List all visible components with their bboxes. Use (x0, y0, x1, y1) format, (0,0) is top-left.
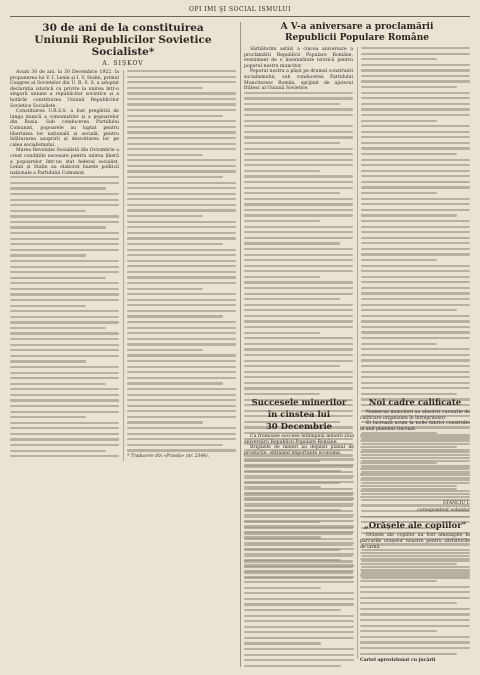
article-children-footer: Cartel aprovizionat cu jucării (360, 658, 436, 664)
article-rpr-paragraph: Poporul nostru a pășit pe drumul construirii socialismului, sub conducerea Partidului Muncitoresc Român, sprijinit de ajutorul frățesc al Uniunii Sovietice. (244, 69, 353, 92)
article-miners-paragraph: Cu frumoase succese întâmpină minerii ziua aniversării Republicii Populare Române. (244, 434, 354, 445)
article-children-paragraph: Orășele ale copiilor au fost amenajate în parcurile orașelor noastre pentru sărbătorile de iarnă. (360, 533, 470, 550)
article-miners (244, 394, 354, 669)
lower-articles (244, 394, 470, 669)
article-miners-title-line2: în cinstea lui (267, 410, 331, 420)
article-ussr (10, 22, 236, 669)
article-rpr-paragraph: Sărbătorim astăzi a cincea aniversare a proclamării Republicii Populare Române, eveniment de o însemnătate istorică pentru poporul nostru muncitor. (244, 47, 353, 69)
article-cadres-paragraph: Ei lucrează acum la noile fabrici construite în anii planului cincinal. (360, 421, 470, 432)
text-filler (244, 458, 354, 669)
article-ussr-byline: A. SIȘKOV (102, 60, 144, 67)
page-header (10, 4, 470, 17)
article-miners-paragraph: Brigăzile de mineri au depășit planul de producție, obținând importante economii. (244, 445, 354, 456)
article-ussr-title-line2: Uniunii Republicilor Sovietice Socialiste* (34, 34, 212, 58)
article-rpr (244, 22, 470, 382)
article-miners-title-line3: 30 Decembrie (265, 422, 333, 432)
article-ussr-body (10, 70, 236, 461)
article-rpr-title-line1: A V-a aniversare a proclamării (280, 22, 434, 32)
section-divider (360, 516, 470, 517)
article-cadres (360, 394, 470, 669)
header-title: OPI IMI ŞI SOCIAL ISMULUI (189, 6, 291, 13)
article-ussr-paragraph: Acum 30 de ani, la 30 Decembrie 1922, la propunerea lui V. I. Lenin și I. V. Stalin, primul Congres al Sovietelor din U. R. S. S. a adoptat declarația istorică cu privire la unirea într-o singură uniune a republicilor sovietice și a hotărât constituirea Uniunii Republicilor Sovietice Socialiste. (10, 70, 119, 109)
article-cadres-title: Noi cadre calificate (368, 398, 462, 408)
lower-divider (357, 394, 358, 659)
column-divider (240, 22, 241, 667)
article-rpr-title-line2: Republicii Populare Române (285, 33, 429, 43)
text-filler (360, 552, 470, 655)
article-miners-title-line1: Succesele minerilor (251, 398, 347, 408)
right-column (244, 22, 470, 669)
article-cadres-signature: STANCIU I. (442, 501, 470, 507)
article-ussr-footnote: * Traducere din «Pravda» (nr. 2344). (127, 453, 210, 459)
article-cadres-signature-sub: corespondent voluntar (417, 508, 470, 514)
article-ussr-paragraph: Marea Revoluție Socialistă din Octombrie a creat condițiile necesare pentru unirea liberă a popoarelor într-un stat federal socialist. Lenin și Stalin au elaborat bazele politicii naționale a Partidului Comunist. (10, 148, 119, 176)
article-ussr-title-line1: 30 de ani de la constituirea (42, 22, 204, 34)
article-cadres-paragraph: Numeroși muncitori au absolvit cursurile de calificare organizate în întreprinderi. (360, 410, 470, 421)
article-children-title: „Orășele ale copiilor" (363, 521, 467, 532)
text-filler (360, 434, 470, 498)
article-ussr-paragraph: Constituirea U.R.S.S. a fost pregătită de lunga muncă a comuniștilor și a popoarelor din Rusia. Sub conducerea Partidului Comunist, popoarele au luptat pentru libertatea lor națională și socială, pentru înlăturarea asupririi și dezvoltarea lor pe calea socialismului. (10, 109, 119, 148)
